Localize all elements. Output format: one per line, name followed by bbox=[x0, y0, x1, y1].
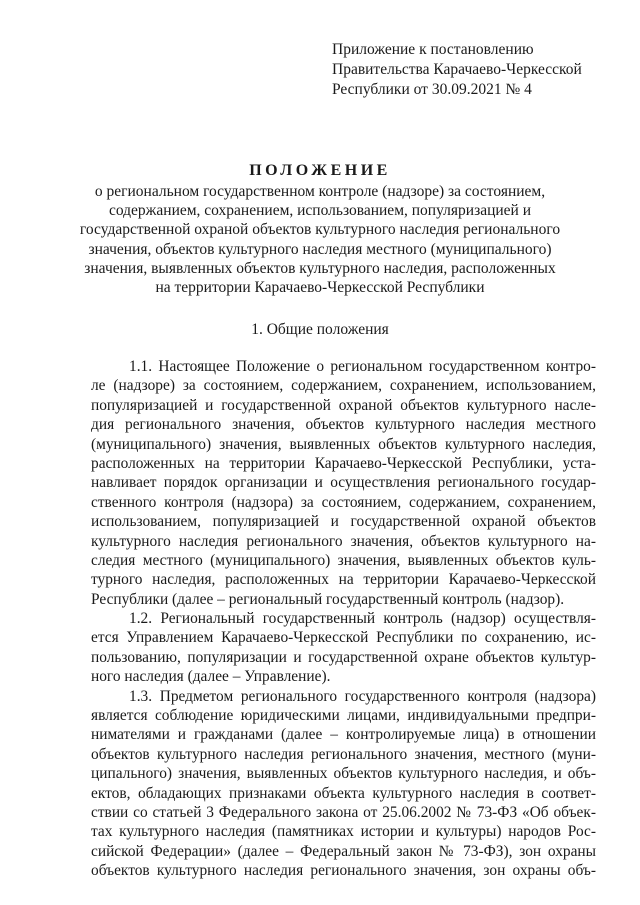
body-line: навливает порядок организации и осуществления регионального государ- bbox=[91, 474, 596, 492]
body-line: ственного контроля (надзора) за состоянием, содержанием, сохранением, bbox=[91, 493, 596, 511]
body-line: использованием, популяризацией и государственной охраной объектов bbox=[91, 513, 596, 531]
body-text bbox=[91, 357, 596, 881]
body-line: популяризацией и государственной охраной объектов культурного насле- bbox=[91, 396, 596, 414]
appendix-note bbox=[332, 40, 582, 100]
body-line: является соблюдение юридическими лицами, индивидуальными предпри- bbox=[91, 707, 596, 725]
body-line: объектов культурного наследия регионального значения, зон охраны объ- bbox=[91, 862, 596, 880]
body-line: ется Управлением Карачаево-Черкесской Республики по сохранению, ис- bbox=[91, 629, 596, 647]
body-line: ного наследия (далее – Управление). bbox=[91, 668, 331, 686]
body-line: объектов культурного наследия регионального значения, местного (муни- bbox=[91, 745, 596, 763]
appendix-line: Республики от 30.09.2021 № 4 bbox=[332, 81, 532, 98]
body-line: нимателями и гражданами (далее – контролируемые лица) в отношении bbox=[91, 726, 596, 744]
body-line: ствии со статьей 3 Федерального закона от 25.06.2002 № 73-ФЗ «Об объек- bbox=[91, 803, 596, 821]
body-line: тах культурного наследия (памятниках истории и культуры) народов Рос- bbox=[91, 823, 596, 841]
subtitle-line: на территории Карачаево-Черкесской Республики bbox=[155, 279, 485, 297]
body-line: (муниципального) значения, выявленных объектов культурного наследия, bbox=[91, 435, 596, 453]
section-heading: 1. Общие положения bbox=[251, 321, 389, 338]
body-line: турного наследия, расположенных на территории Карачаево-Черкесской bbox=[91, 571, 596, 589]
document-title: ПОЛОЖЕНИЕ bbox=[249, 162, 391, 179]
document-subtitle bbox=[0, 182, 640, 297]
body-line: расположенных на территории Карачаево-Черкесской Республики, уста- bbox=[91, 454, 596, 472]
subtitle-line: государственной охраной объектов культурного наследия регионального bbox=[79, 221, 561, 239]
body-line: 1.1. Настоящее Положение о региональном государственном контро- bbox=[129, 358, 596, 375]
body-line: культурного наследия регионального значения, объектов культурного на- bbox=[91, 532, 596, 550]
appendix-line: Приложение к постановлению bbox=[332, 41, 534, 58]
body-line: ле (надзоре) за состоянием, содержанием, сохранением, использованием, bbox=[91, 377, 596, 395]
body-line: 1.2. Региональный государственный контроль (надзор) осуществля- bbox=[129, 610, 596, 628]
body-line: 1.3. Предметом регионального государственного контроля (надзора) bbox=[129, 687, 596, 705]
body-line: ектов, обладающих признаками объекта культурного наследия в соответ- bbox=[91, 784, 596, 802]
body-line: дия регионального значения, объектов культурного наследия местного bbox=[91, 416, 596, 434]
body-line: пользованию, популяризации и государственной охране объектов культур- bbox=[91, 648, 596, 666]
body-line: следия местного (муниципального) значения, выявленных объектов куль- bbox=[91, 551, 596, 569]
subtitle-line: значения, выявленных объектов культурного наследия, расположенных bbox=[84, 259, 556, 277]
subtitle-line: содержанием, сохранением, использованием, популяризацией и bbox=[108, 202, 532, 220]
subtitle-line: о региональном государственном контроле (надзоре) за состоянием, bbox=[94, 183, 546, 200]
body-line: Республики (далее – региональный государственный контроль (надзор). bbox=[91, 590, 565, 608]
subtitle-line: значения, объектов культурного наследия местного (муниципального) bbox=[88, 240, 552, 258]
appendix-line: Правительства Карачаево-Черкесской bbox=[332, 61, 582, 78]
body-line: ципального) значения, выявленных объектов культурного наследия, и объ- bbox=[91, 765, 596, 783]
body-line: сийской Федерации» (далее – Федеральный закон № 73-ФЗ), зон охраны bbox=[91, 842, 596, 860]
